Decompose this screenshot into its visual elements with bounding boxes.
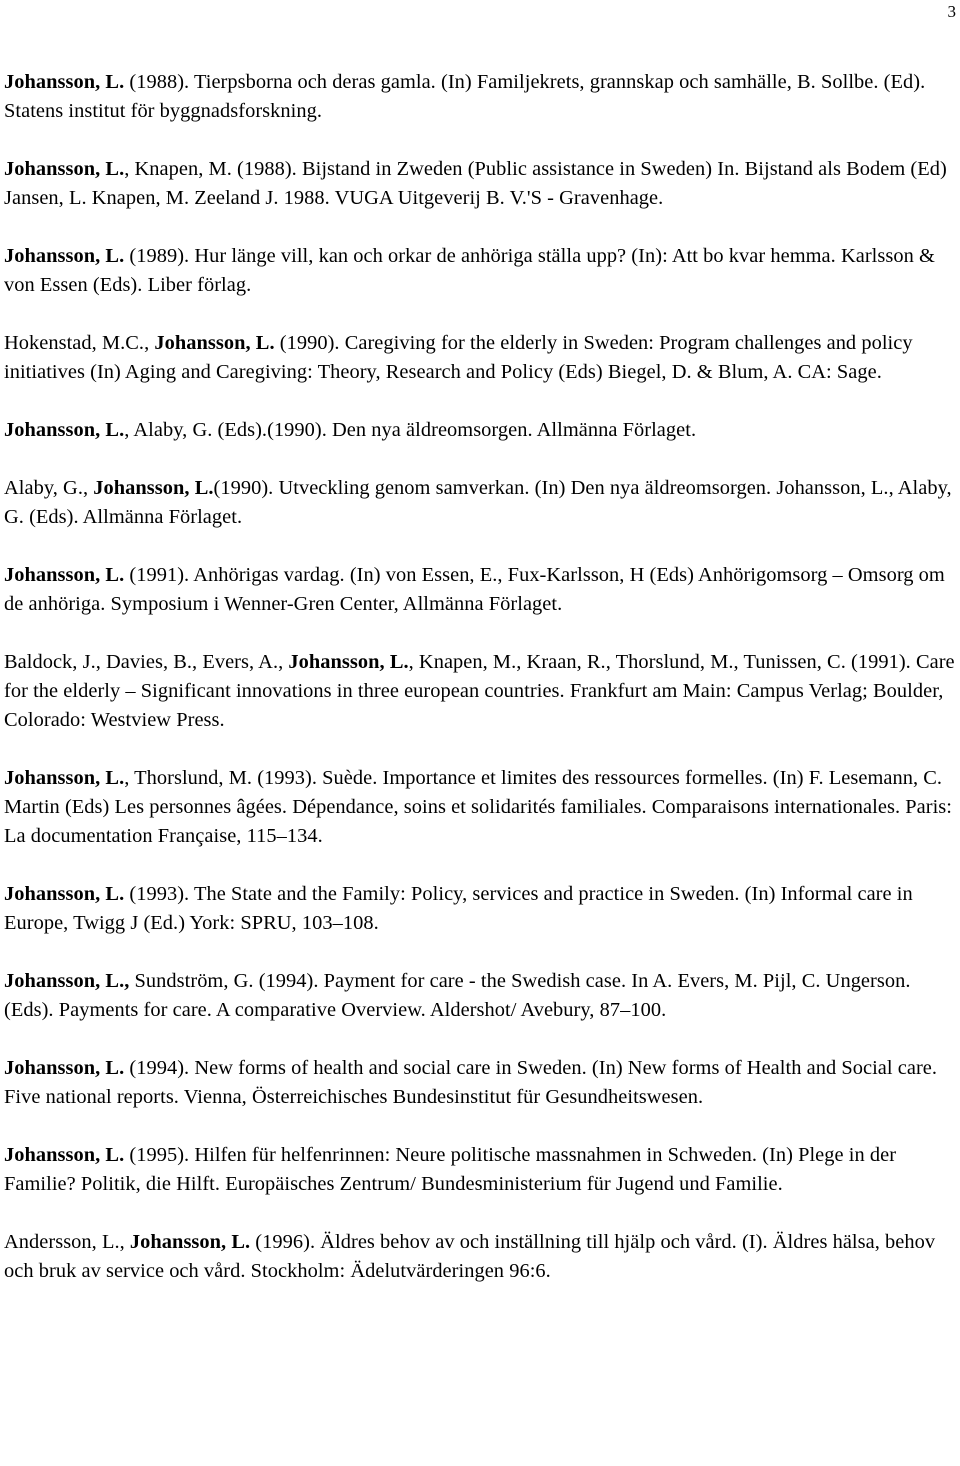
reference-author-bold: Johansson, L. bbox=[4, 1057, 125, 1079]
reference-text: , Knapen, M. (1988). Bijstand in Zweden (Public assistance in Sweden) In. Bijstand als Bodem (Ed) Jansen, L. Knapen, M. Zeeland J. 1988. VUGA Uitgeverij B. V.'S - Gravenhage. bbox=[4, 158, 947, 209]
reference-author-bold: Johansson, L., bbox=[4, 970, 130, 992]
reference-author-bold: Johansson, L. bbox=[129, 1231, 251, 1253]
reference-entry bbox=[4, 880, 956, 938]
reference-text: (1994). New forms of health and social care in Sweden. (In) New forms of Health and Social care. Five national reports. Vienna, Österreichisches Bundesinstitut für Gesundheitswesen. bbox=[4, 1057, 938, 1108]
reference-entry bbox=[4, 329, 956, 387]
reference-author-bold: Johansson, L. bbox=[4, 1144, 125, 1166]
reference-entry bbox=[4, 474, 956, 532]
reference-text: (1990). Caregiving for the elderly in Sweden: Program challenges and policy initiatives (In) Aging and Caregiving: Theory, Research and Policy (Eds) Biegel, D. & Blum, A. CA: Sage. bbox=[4, 332, 913, 383]
reference-text: , Thorslund, M. (1993). Suède. Importance et limites des ressources formelles. (In) F. Lesemann, C. Martin (Eds) Les personnes âgées. Dépendance, soins et solidarités familiales. Comparaisons internationales. Paris: La documentation Française, 115–134. bbox=[4, 767, 952, 847]
reference-text: (1996). Äldres behov av och inställning till hjälp och vård. (I). Äldres hälsa, behov och bruk av service och vård. Stockholm: Ädelutvärderingen 96:6. bbox=[4, 1231, 936, 1282]
page-number: 3 bbox=[947, 2, 956, 21]
reference-text: Alaby, G., bbox=[4, 477, 94, 499]
reference-author-bold: Johansson, L. bbox=[288, 651, 409, 673]
reference-entry bbox=[4, 242, 956, 300]
reference-entry bbox=[4, 1141, 956, 1199]
reference-text: (1989). Hur länge vill, kan och orkar de anhöriga ställa upp? (In): Att bo kvar hemma. Karlsson & von Essen (Eds). Liber förlag. bbox=[4, 245, 935, 296]
reference-author-bold: Johansson, L. bbox=[4, 71, 125, 93]
reference-entry bbox=[4, 68, 956, 126]
reference-text: (1988). Tierpsborna och deras gamla. (In) Familjekrets, grannskap och samhälle, B. Sollbe. (Ed). Statens institut för byggnadsforskning. bbox=[4, 71, 926, 122]
reference-author-bold: Johansson, L. bbox=[154, 332, 275, 354]
reference-entry bbox=[4, 648, 956, 735]
reference-text: (1991). Anhörigas vardag. (In) von Essen, E., Fux-Karlsson, H (Eds) Anhörigomsorg – Omsorg om de anhöriga. Symposium i Wenner-Gren Center, Allmänna Förlaget. bbox=[4, 564, 945, 615]
reference-text: (1995). Hilfen für helfenrinnen: Neure politische massnahmen in Schweden. (In) Plege in der Familie? Politik, die Hilft. Europäisches Zentrum/ Bundesministerium für Jugend und Familie. bbox=[4, 1144, 897, 1195]
reference-entry bbox=[4, 561, 956, 619]
reference-entry bbox=[4, 764, 956, 851]
reference-text: Sundström, G. (1994). Payment for care - the Swedish case. In A. Evers, M. Pijl, C. Ungerson. (Eds). Payments for care. A comparative Overview. Aldershot/ Avebury, 87–100. bbox=[4, 970, 911, 1021]
reference-text: (1990). Utveckling genom samverkan. (In) Den nya äldreomsorgen. Johansson, L., Alaby, G. (Eds). Allmänna Förlaget. bbox=[4, 477, 952, 528]
reference-text: , Alaby, G. (Eds).(1990). Den nya äldreomsorgen. Allmänna Förlaget. bbox=[124, 419, 697, 441]
reference-text: Hokenstad, M.C., bbox=[4, 332, 155, 354]
reference-entry bbox=[4, 1228, 956, 1286]
reference-author-bold: Johansson, L. bbox=[4, 564, 125, 586]
reference-author-bold: Johansson, L. bbox=[4, 419, 125, 441]
reference-text: Andersson, L., bbox=[4, 1231, 130, 1253]
reference-text: , Knapen, M., Kraan, R., Thorslund, M., Tunissen, C. (1991). Care for the elderly – Significant innovations in three european countries. Frankfurt am Main: Campus Verlag; Boulder, Colorado: Westview Press. bbox=[4, 651, 955, 731]
reference-text: (1993). The State and the Family: Policy, services and practice in Sweden. (In) Informal care in Europe, Twigg J (Ed.) York: SPRU, 103–108. bbox=[4, 883, 913, 934]
reference-author-bold: Johansson, L. bbox=[4, 245, 125, 267]
reference-entry bbox=[4, 416, 956, 445]
reference-list bbox=[4, 68, 956, 1315]
reference-entry bbox=[4, 967, 956, 1025]
reference-author-bold: Johansson, L. bbox=[4, 883, 125, 905]
reference-text: Baldock, J., Davies, B., Evers, A., bbox=[4, 651, 289, 673]
reference-author-bold: Johansson, L. bbox=[93, 477, 214, 499]
reference-author-bold: Johansson, L. bbox=[4, 158, 125, 180]
reference-entry bbox=[4, 155, 956, 213]
reference-entry bbox=[4, 1054, 956, 1112]
reference-author-bold: Johansson, L. bbox=[4, 767, 125, 789]
